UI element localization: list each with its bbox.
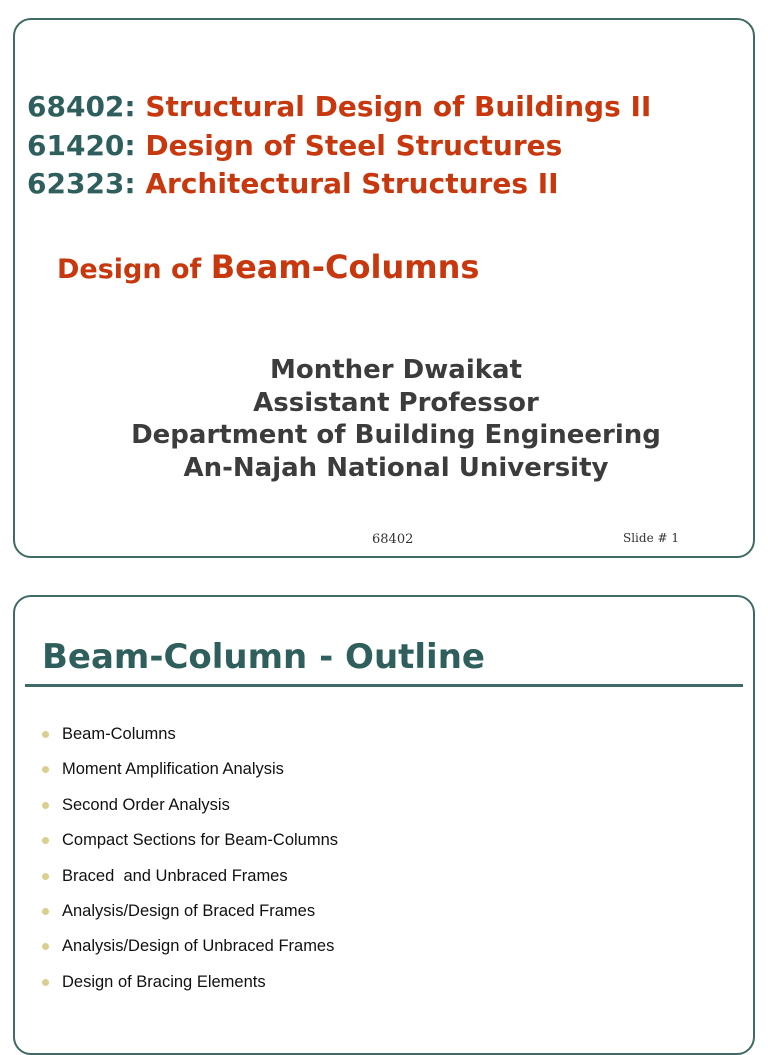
footer-course-code: 68402 xyxy=(372,532,414,547)
outline-item-label: Analysis/Design of Braced Frames xyxy=(62,901,316,920)
bullet-icon xyxy=(42,802,49,809)
bullet-icon xyxy=(42,766,49,773)
outline-item-label: Analysis/Design of Unbraced Frames xyxy=(62,937,335,956)
author-block xyxy=(15,354,753,484)
author-department: Department of Building Engineering xyxy=(131,420,661,450)
course-line xyxy=(27,127,651,166)
author-position: Assistant Professor xyxy=(253,387,539,418)
bullet-icon xyxy=(42,943,49,950)
course-code: 61420: xyxy=(27,128,136,162)
author-university: An-Najah National University xyxy=(183,452,609,483)
outline-item-label: Compact Sections for Beam-Columns xyxy=(62,831,339,850)
outline-item xyxy=(39,867,338,902)
course-name: Design of Steel Structures xyxy=(145,128,563,162)
bullet-icon xyxy=(42,979,49,986)
course-line xyxy=(27,88,651,127)
course-name: Architectural Structures II xyxy=(145,167,559,200)
bullet-icon xyxy=(42,731,49,738)
bullet-icon xyxy=(42,837,49,844)
course-line xyxy=(27,165,651,204)
outline-item-label: Braced and Unbraced Frames xyxy=(62,866,288,885)
bullet-icon xyxy=(42,908,49,915)
outline-slide xyxy=(13,595,755,1055)
title-divider xyxy=(25,684,743,687)
outline-item xyxy=(39,725,338,760)
slide-title: Beam-Column - Outline xyxy=(42,637,485,677)
bullet-icon xyxy=(42,873,49,880)
course-name: Structural Design of Buildings II xyxy=(145,90,652,123)
author-name: Monther Dwaikat xyxy=(269,355,522,385)
outline-item-label: Beam-Columns xyxy=(62,725,176,743)
footer-slide-number: Slide # 1 xyxy=(623,531,679,545)
outline-list xyxy=(39,725,338,1008)
outline-item xyxy=(39,796,338,831)
outline-item xyxy=(39,760,338,795)
outline-item xyxy=(39,973,338,1008)
outline-item-label: Design of Bracing Elements xyxy=(62,972,266,991)
deck-title-main: Beam-Columns xyxy=(210,248,480,286)
course-code: 68402: xyxy=(27,90,136,123)
outline-item xyxy=(39,831,338,866)
deck-title xyxy=(57,248,479,286)
outline-item xyxy=(39,902,338,937)
outline-item-label: Second Order Analysis xyxy=(62,795,230,814)
course-code: 62323: xyxy=(27,167,136,200)
course-list xyxy=(27,88,651,204)
deck-title-prefix: Design of xyxy=(57,254,211,285)
outline-item-label: Moment Amplification Analysis xyxy=(62,760,284,779)
outline-item xyxy=(39,937,338,972)
title-slide xyxy=(13,18,755,558)
